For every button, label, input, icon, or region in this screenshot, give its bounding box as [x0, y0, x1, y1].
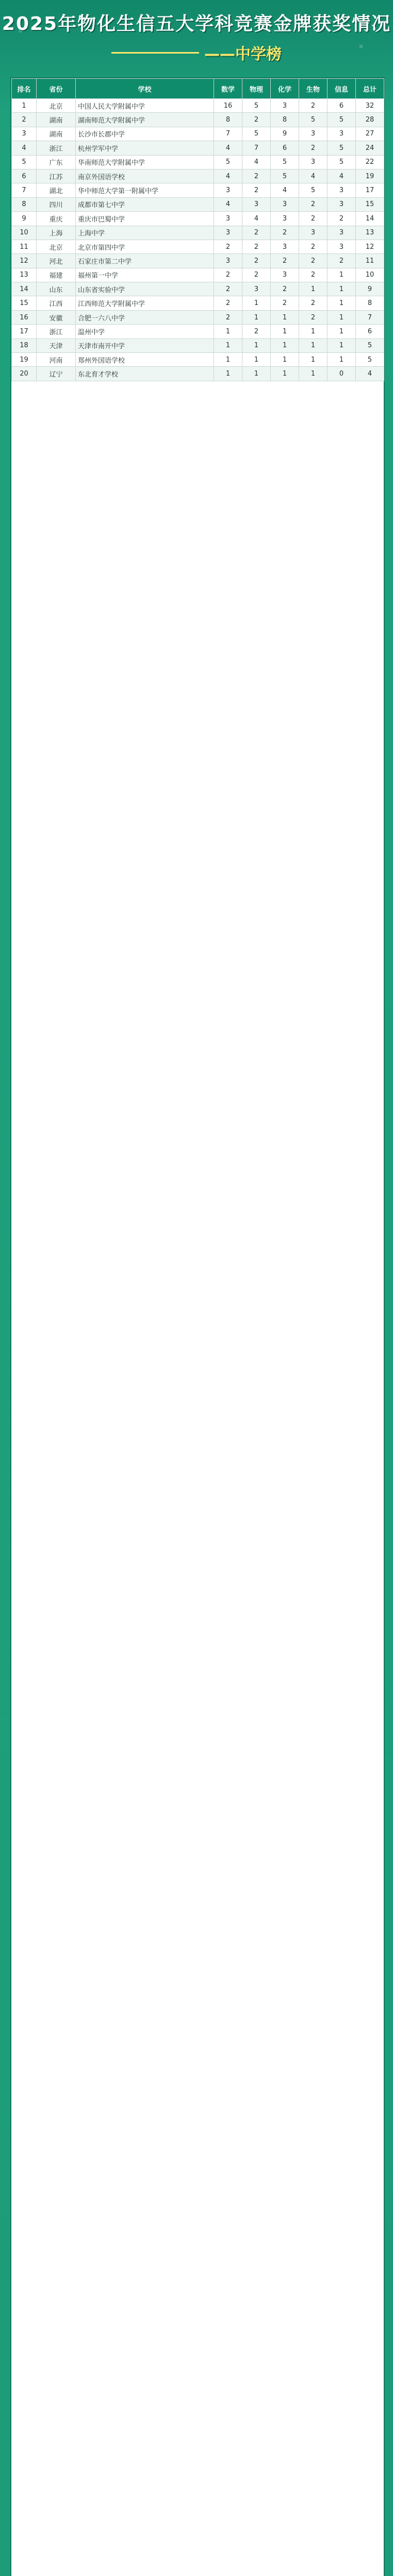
table-cell: 5	[356, 353, 384, 367]
column-header: 物理	[242, 79, 271, 99]
table-cell: 重庆市巴蜀中学	[76, 212, 214, 226]
column-header: 化学	[271, 79, 299, 99]
table-cell: 5	[328, 155, 356, 169]
table-cell: 3	[328, 197, 356, 211]
column-header: 总计	[356, 79, 384, 99]
table-cell: 华中师范大学第一附属中学	[76, 183, 214, 197]
table-cell: 合肥一六八中学	[76, 310, 214, 324]
table-cell: 2	[328, 254, 356, 268]
table-cell: 4	[299, 169, 328, 183]
table-cell: 2	[299, 212, 328, 226]
table-cell: 3	[328, 240, 356, 253]
table-row	[12, 282, 384, 296]
table-cell: 17	[12, 325, 37, 338]
table-cell: 10	[12, 226, 37, 240]
table-row	[12, 296, 384, 310]
table-cell: 2	[214, 282, 242, 296]
table-cell: 9	[356, 282, 384, 296]
table-cell: 广东	[37, 155, 76, 169]
table-cell: 1	[242, 367, 271, 381]
table-cell: 8	[214, 113, 242, 127]
column-header: 排名	[12, 79, 37, 99]
table-cell: 1	[299, 367, 328, 381]
table-cell: 5	[328, 113, 356, 127]
table-cell: 4	[328, 169, 356, 183]
table-cell: 11	[12, 240, 37, 253]
table-cell: 3	[242, 282, 271, 296]
table-cell: 2	[299, 141, 328, 155]
table-cell: 6	[12, 169, 37, 183]
table-cell: 北京	[37, 240, 76, 253]
table-cell: 6	[271, 141, 299, 155]
page-header	[0, 9, 393, 87]
table-row	[12, 155, 384, 169]
table-row	[12, 141, 384, 155]
table-cell: 华南师范大学附属中学	[76, 155, 214, 169]
table-cell: 湖南	[37, 113, 76, 127]
table-cell: 11	[356, 254, 384, 268]
table-cell: 2	[299, 268, 328, 282]
table-cell: 2	[271, 282, 299, 296]
table-cell: 1	[242, 310, 271, 324]
table-cell: 辽宁	[37, 367, 76, 381]
table-cell: 2	[12, 113, 37, 127]
table-cell: 成都市第七中学	[76, 197, 214, 211]
table-cell: 19	[356, 169, 384, 183]
table-cell: 浙江	[37, 141, 76, 155]
table-cell: 20	[12, 367, 37, 381]
table-cell: 湖南	[37, 127, 76, 141]
table-cell: 湖南师范大学附属中学	[76, 113, 214, 127]
table-cell: 1	[299, 353, 328, 367]
table-cell: 4	[242, 155, 271, 169]
table-cell: 河北	[37, 254, 76, 268]
table-cell: 4	[214, 197, 242, 211]
table-cell: 2	[214, 310, 242, 324]
table-body	[12, 99, 384, 381]
table-cell: 1	[242, 353, 271, 367]
table-row	[12, 353, 384, 367]
table-cell: 山东	[37, 282, 76, 296]
table-cell: 2	[299, 296, 328, 310]
table-cell: 8	[12, 197, 37, 211]
table-cell: 江西	[37, 296, 76, 310]
table-cell: 1	[12, 99, 37, 113]
table-cell: 27	[356, 127, 384, 141]
table-cell: 3	[328, 226, 356, 240]
table-cell: 福州第一中学	[76, 268, 214, 282]
table-cell: 4	[214, 169, 242, 183]
table-row	[12, 183, 384, 197]
table-cell: 3	[214, 183, 242, 197]
table-cell: 3	[12, 127, 37, 141]
table-cell: 5	[271, 169, 299, 183]
table-cell: 1	[299, 325, 328, 338]
table-row	[12, 127, 384, 141]
table-cell: 28	[356, 113, 384, 127]
table-cell: 2	[242, 169, 271, 183]
table-cell: 3	[271, 197, 299, 211]
table-row	[12, 254, 384, 268]
table-cell: 2	[242, 183, 271, 197]
table-cell: 郑州外国语学校	[76, 353, 214, 367]
table-cell: 12	[356, 240, 384, 253]
table-cell: 13	[356, 226, 384, 240]
table-cell: 3	[299, 155, 328, 169]
table-cell: 1	[271, 367, 299, 381]
table-row	[12, 99, 384, 113]
table-row	[12, 310, 384, 324]
table-cell: 16	[12, 310, 37, 324]
table-cell: 3	[214, 254, 242, 268]
column-header: 省份	[37, 79, 76, 99]
table-cell: 1	[328, 268, 356, 282]
table-cell: 3	[299, 226, 328, 240]
table-cell: 7	[356, 310, 384, 324]
table-cell: 1	[214, 367, 242, 381]
table-cell: 江西师范大学附属中学	[76, 296, 214, 310]
table-cell: 山东省实验中学	[76, 282, 214, 296]
table-cell: 8	[271, 113, 299, 127]
column-header: 信息	[328, 79, 356, 99]
table-cell: 1	[242, 296, 271, 310]
table-cell: 上海	[37, 226, 76, 240]
table-cell: 14	[356, 212, 384, 226]
table-cell: 5	[242, 99, 271, 113]
table-cell: 3	[271, 99, 299, 113]
table-cell: 1	[328, 282, 356, 296]
table-cell: 2	[242, 226, 271, 240]
table-cell: 1	[328, 338, 356, 352]
table-cell: 2	[299, 99, 328, 113]
table-cell: 6	[328, 99, 356, 113]
table-cell: 16	[214, 99, 242, 113]
table-cell: 1	[271, 325, 299, 338]
table-cell: 1	[328, 325, 356, 338]
table-cell: 6	[356, 325, 384, 338]
table-cell: 1	[328, 353, 356, 367]
table-cell: 2	[299, 197, 328, 211]
table-cell: 1	[271, 310, 299, 324]
table-cell: 1	[299, 282, 328, 296]
table-cell: 4	[242, 212, 271, 226]
table-cell: 天津市南开中学	[76, 338, 214, 352]
table-cell: 上海中学	[76, 226, 214, 240]
table-row	[12, 197, 384, 211]
table-cell: 5	[299, 183, 328, 197]
table-cell: 江苏	[37, 169, 76, 183]
table-cell: 32	[356, 99, 384, 113]
table-cell: 南京外国语学校	[76, 169, 214, 183]
table-cell: 2	[214, 268, 242, 282]
table-cell: 4	[271, 183, 299, 197]
table-cell: 3	[299, 127, 328, 141]
table-cell: 17	[356, 183, 384, 197]
table-cell: 安徽	[37, 310, 76, 324]
table-cell: 19	[12, 353, 37, 367]
table-row	[12, 240, 384, 253]
table-cell: 2	[328, 212, 356, 226]
subtitle-row	[0, 42, 393, 63]
table-cell: 24	[356, 141, 384, 155]
table-cell: 3	[328, 183, 356, 197]
table-cell: 杭州学军中学	[76, 141, 214, 155]
table-cell: 2	[271, 254, 299, 268]
table-cell: 3	[271, 212, 299, 226]
table-cell: 7	[12, 183, 37, 197]
table-cell: 3	[271, 240, 299, 253]
table-cell: 长沙市长郡中学	[76, 127, 214, 141]
table-row	[12, 169, 384, 183]
table-cell: 天津	[37, 338, 76, 352]
table-cell: 4	[356, 367, 384, 381]
table-row	[12, 325, 384, 338]
table-cell: 2	[242, 325, 271, 338]
table-cell: 3	[214, 226, 242, 240]
column-header: 学校	[76, 79, 214, 99]
table-cell: 1	[214, 338, 242, 352]
table-cell: 东北育才学校	[76, 367, 214, 381]
table-cell: 10	[356, 268, 384, 282]
table-cell: 2	[271, 226, 299, 240]
table-row	[12, 113, 384, 127]
table-cell: 5	[271, 155, 299, 169]
table-cell: 1	[214, 325, 242, 338]
table-cell: 3	[214, 212, 242, 226]
table-cell: 重庆	[37, 212, 76, 226]
table-cell: 湖北	[37, 183, 76, 197]
table-cell: 8	[356, 296, 384, 310]
table-cell: 7	[214, 127, 242, 141]
table-cell: 四川	[37, 197, 76, 211]
table-cell: 中国人民大学附属中学	[76, 99, 214, 113]
table-cell: 3	[242, 197, 271, 211]
table-cell: 12	[12, 254, 37, 268]
table-cell: 2	[271, 296, 299, 310]
page-title: 2025年物化生信五大学科竞赛金牌获奖情况	[2, 13, 391, 35]
table-cell: 石家庄市第二中学	[76, 254, 214, 268]
table-row	[12, 212, 384, 226]
table-cell: 河南	[37, 353, 76, 367]
table-cell: 2	[242, 240, 271, 253]
table-cell: 2	[299, 310, 328, 324]
table-cell: 4	[214, 141, 242, 155]
table-cell: 1	[299, 338, 328, 352]
table-cell: 温州中学	[76, 325, 214, 338]
table-cell: 福建	[37, 268, 76, 282]
page-subtitle: ——中学榜	[204, 45, 282, 63]
table-cell: 9	[271, 127, 299, 141]
table-cell: 1	[328, 296, 356, 310]
table-cell: 5	[242, 127, 271, 141]
table-row	[12, 226, 384, 240]
table-row	[12, 338, 384, 352]
ranking-table-container	[10, 77, 385, 2576]
table-cell: 9	[12, 212, 37, 226]
table-cell: 2	[299, 240, 328, 253]
table-cell: 1	[271, 353, 299, 367]
column-header: 生物	[299, 79, 328, 99]
table-cell: 15	[356, 197, 384, 211]
table-cell: 2	[242, 254, 271, 268]
table-cell: 2	[299, 254, 328, 268]
table-cell: 2	[214, 296, 242, 310]
table-cell: 5	[12, 155, 37, 169]
table-cell: 0	[328, 367, 356, 381]
table-cell: 13	[12, 268, 37, 282]
table-cell: 14	[12, 282, 37, 296]
table-cell: 北京市第四中学	[76, 240, 214, 253]
table-cell: 22	[356, 155, 384, 169]
column-header: 数学	[214, 79, 242, 99]
table-cell: 2	[214, 240, 242, 253]
table-header-row	[12, 79, 384, 99]
ranking-table	[11, 78, 384, 381]
table-row	[12, 268, 384, 282]
table-cell: 5	[299, 113, 328, 127]
table-cell: 1	[242, 338, 271, 352]
table-cell: 2	[242, 268, 271, 282]
table-cell: 1	[214, 353, 242, 367]
table-cell: 5	[214, 155, 242, 169]
table-cell: 5	[328, 141, 356, 155]
table-cell: 4	[12, 141, 37, 155]
table-cell: 15	[12, 296, 37, 310]
table-cell: 1	[328, 310, 356, 324]
table-cell: 3	[328, 127, 356, 141]
subtitle-dash	[111, 52, 199, 54]
table-cell: 2	[242, 113, 271, 127]
table-cell: 北京	[37, 99, 76, 113]
table-cell: 7	[242, 141, 271, 155]
table-cell: 5	[356, 338, 384, 352]
table-cell: 1	[271, 338, 299, 352]
table-cell: 浙江	[37, 325, 76, 338]
table-cell: 18	[12, 338, 37, 352]
table-cell: 3	[271, 268, 299, 282]
table-row	[12, 367, 384, 381]
